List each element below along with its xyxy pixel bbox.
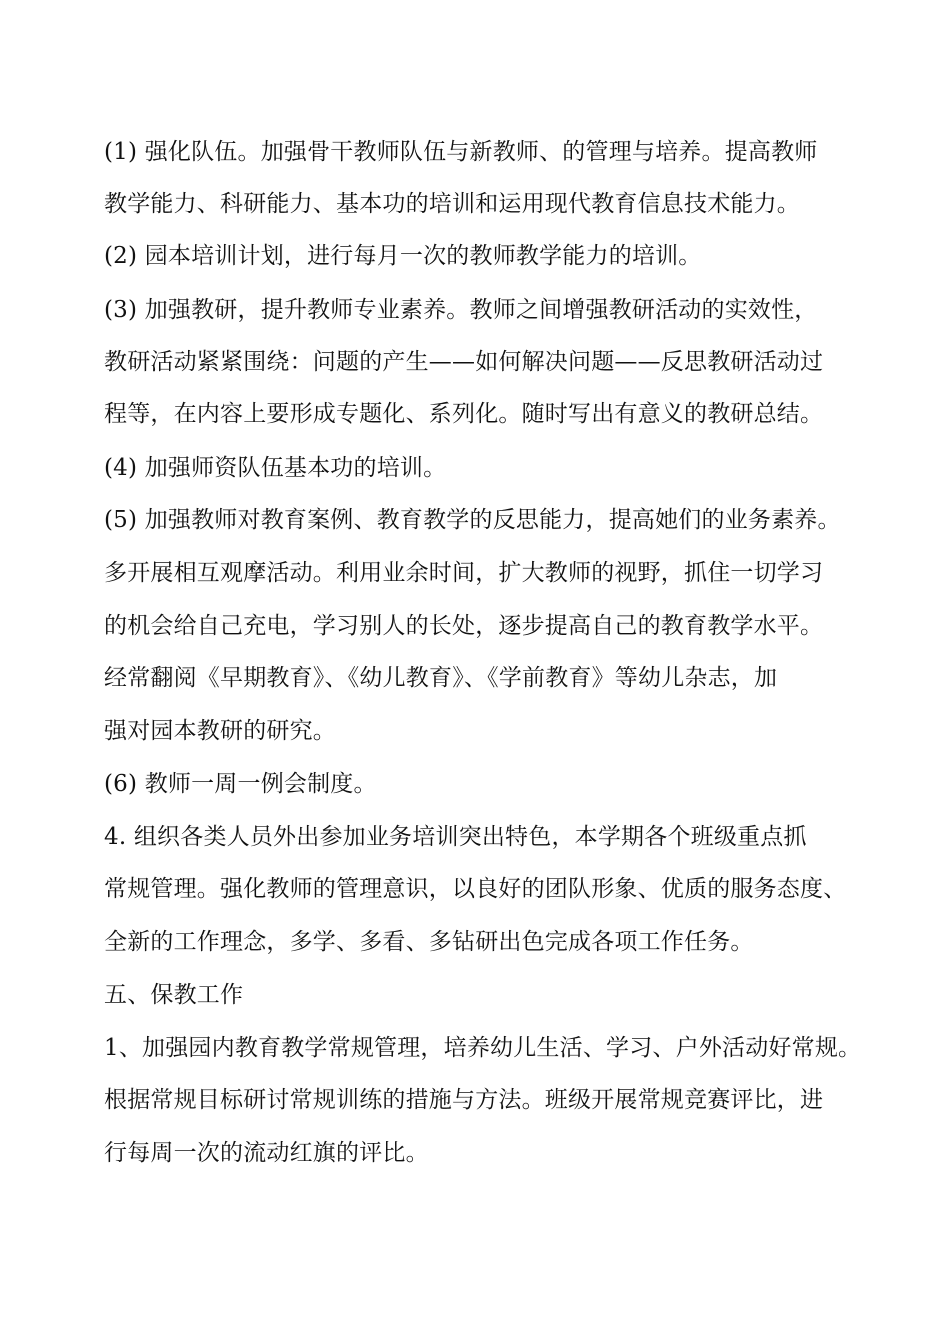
text-line: 4. 组织各类人员外出参加业务培训突出特色，本学期各个班级重点抓: [104, 824, 807, 850]
text-line: (2) 园本培训计划，进行每月一次的教师教学能力的培训。: [104, 243, 702, 269]
text-line: 经常翻阅《早期教育》、《幼儿教育》、《学前教育》等幼儿杂志，加: [104, 665, 778, 691]
text-line: 教学能力、科研能力、基本功的培训和运用现代教育信息技术能力。: [104, 191, 800, 217]
section-heading: 五、保教工作: [104, 982, 244, 1008]
text-line: 多开展相互观摩活动。利用业余时间，扩大教师的视野，抓住一切学习: [104, 560, 824, 586]
text-line: 强对园本教研的研究。: [104, 718, 336, 744]
text-line: 1、加强园内教育教学常规管理，培养幼儿生活、学习、户外活动好常规。: [104, 1035, 862, 1061]
text-line: 全新的工作理念，多学、多看、多钻研出色完成各项工作任务。: [104, 929, 754, 955]
text-line: (4) 加强师资队伍基本功的培训。: [104, 455, 447, 481]
text-line: 根据常规目标研讨常规训练的措施与方法。班级开展常规竞赛评比，进: [104, 1087, 824, 1113]
text-line: (5) 加强教师对教育案例、教育教学的反思能力，提高她们的业务素养。: [104, 507, 841, 533]
text-line: 行每周一次的流动红旗的评比。: [104, 1140, 429, 1166]
text-line: 程等，在内容上要形成专题化、系列化。随时写出有意义的教研总结。: [104, 401, 824, 427]
text-line: (3) 加强教研，提升教师专业素养。教师之间增强教研活动的实效性，: [104, 297, 818, 323]
text-line: 教研活动紧紧围绕：问题的产生——如何解决问题——反思教研活动过: [104, 349, 824, 375]
text-line: 的机会给自己充电，学习别人的长处，逐步提高自己的教育教学水平。: [104, 613, 824, 639]
text-line: (1) 强化队伍。加强骨干教师队伍与新教师、的管理与培养。提高教师: [104, 139, 818, 165]
text-line: 常规管理。强化教师的管理意识，以良好的团队形象、优质的服务态度、: [104, 876, 847, 902]
text-line: (6) 教师一周一例会制度。: [104, 771, 377, 797]
